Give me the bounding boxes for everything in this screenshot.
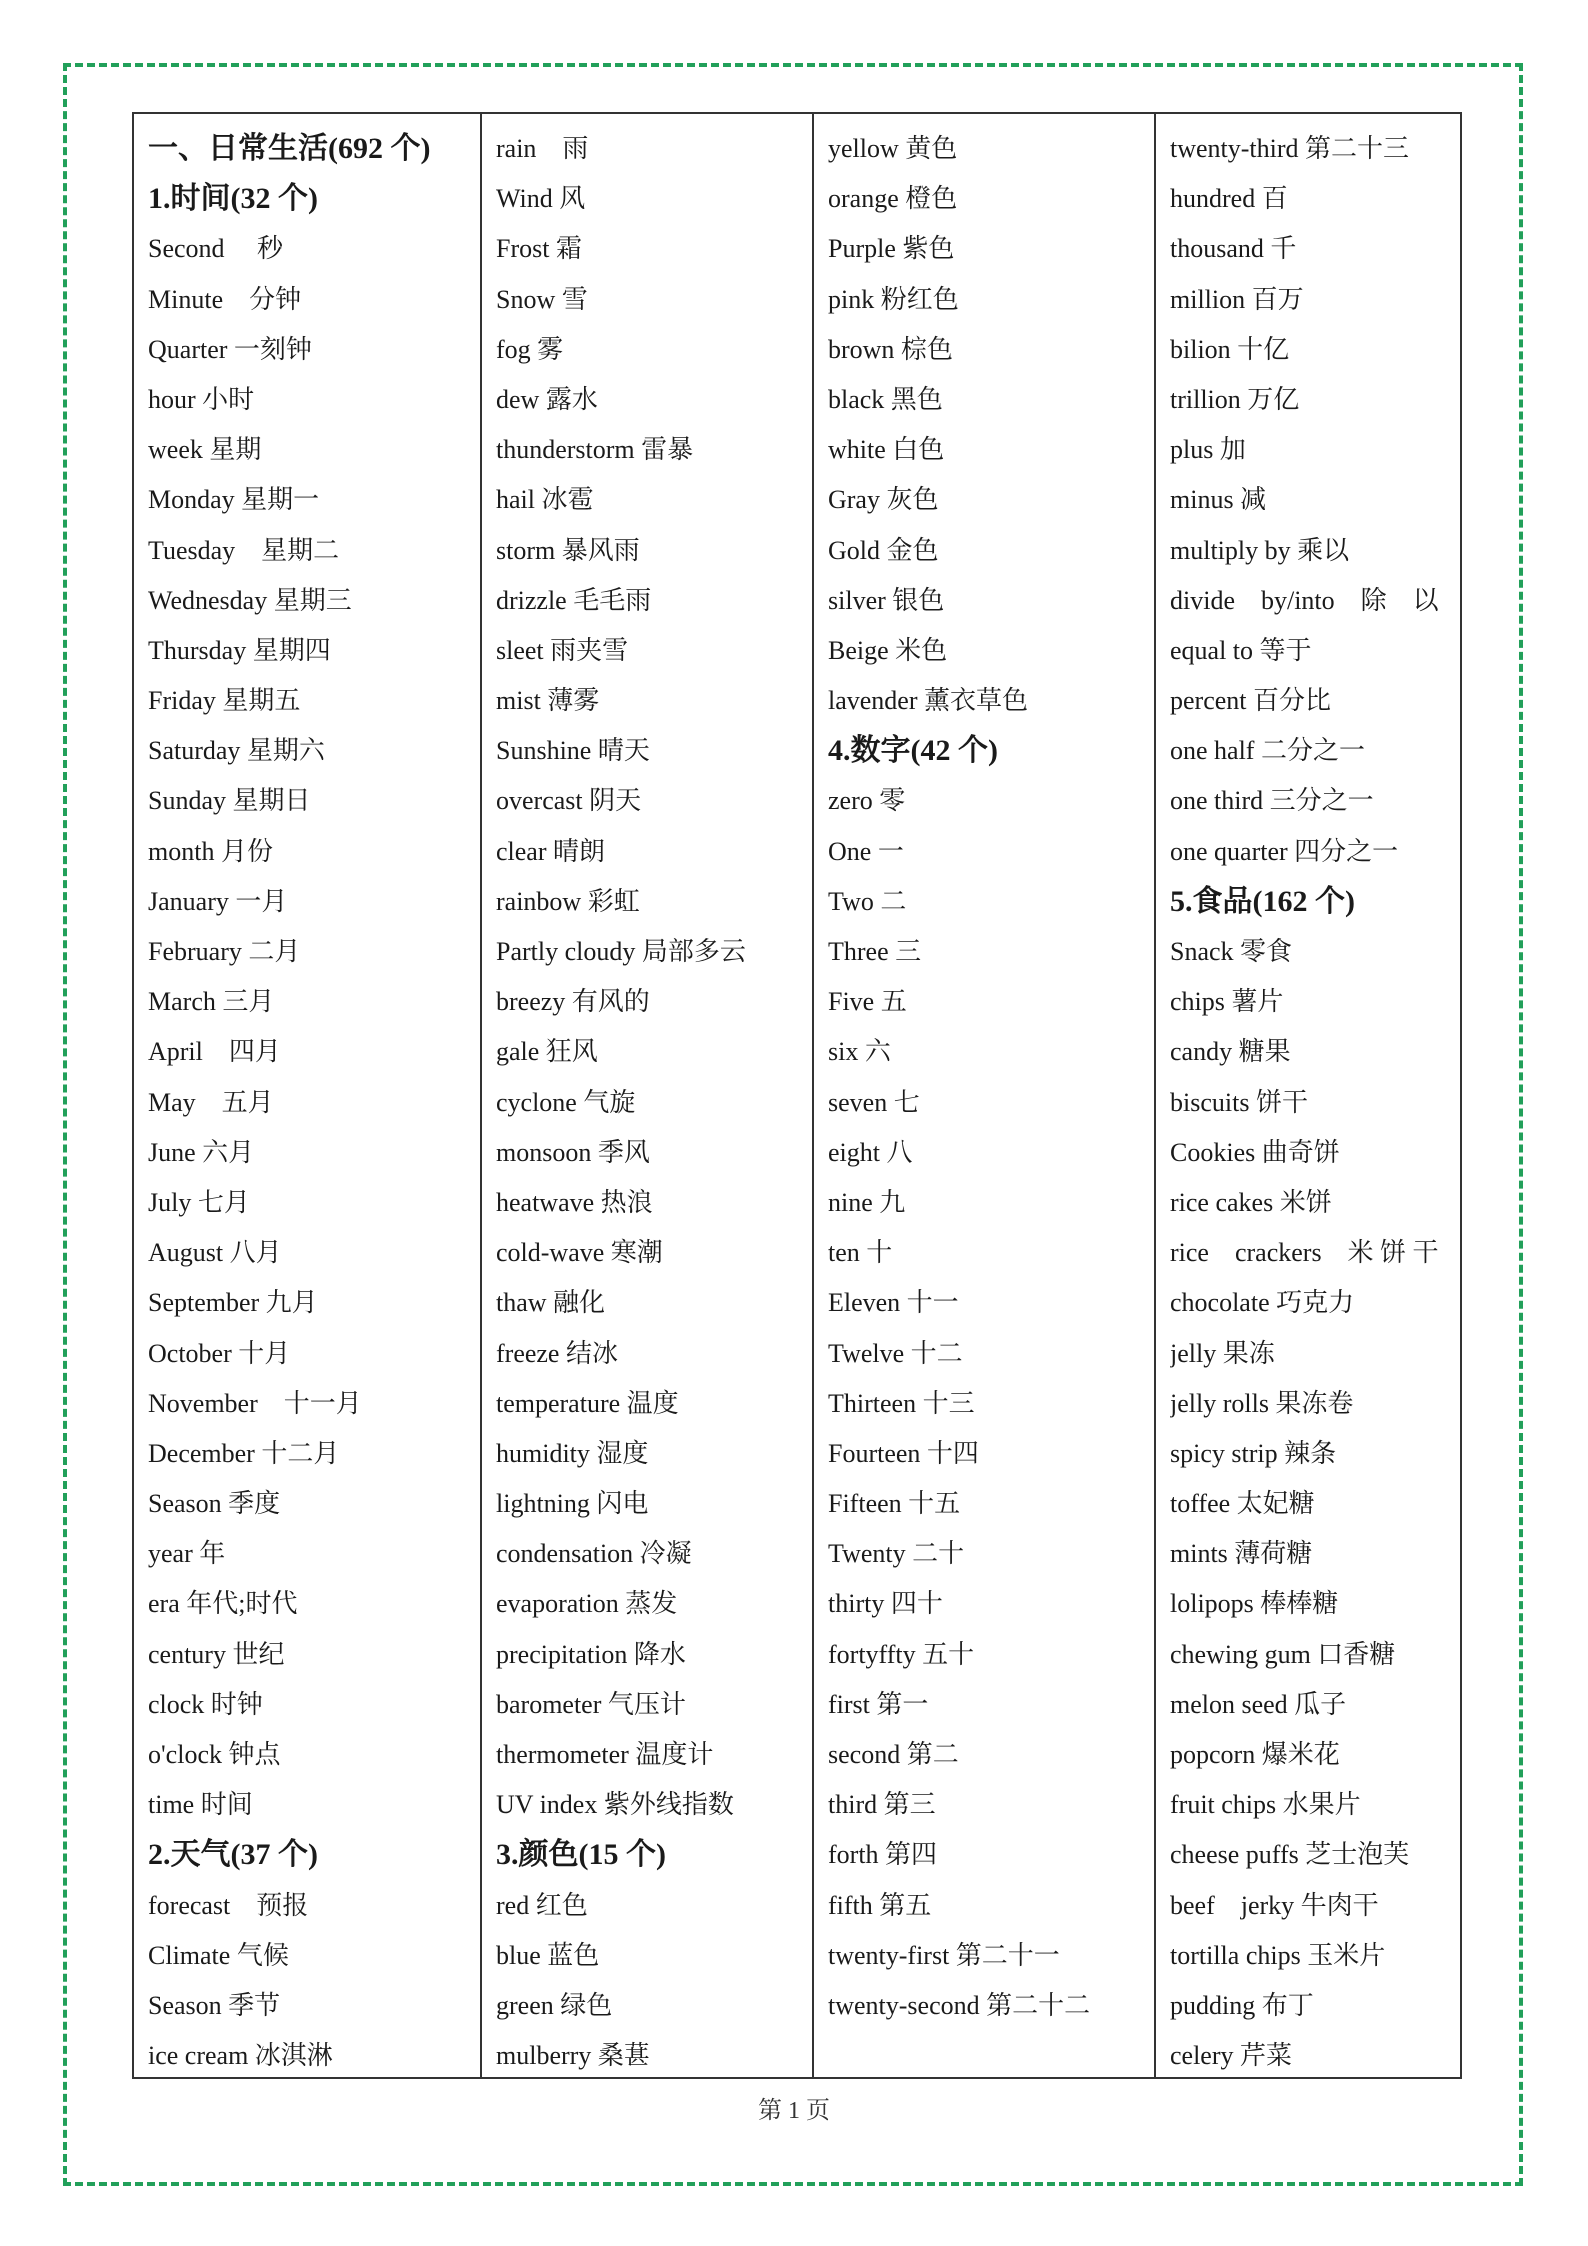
vocab-entry: twenty-third 第二十三 <box>1170 134 1410 163</box>
vocab-entry: Gold 金色 <box>828 535 939 565</box>
vocab-entry: clock 时钟 <box>148 1689 263 1719</box>
vocab-entry: rain 雨 <box>496 134 589 163</box>
column-1 <box>134 114 482 2077</box>
vocab-entry: equal to 等于 <box>1170 635 1312 665</box>
vocab-entry: Twenty 二十 <box>828 1539 965 1569</box>
vocab-entry: June 六月 <box>148 1137 255 1167</box>
vocab-entry: multiply by 乘以 <box>1170 535 1350 565</box>
vocab-entry: melon seed 瓜子 <box>1170 1689 1347 1719</box>
vocab-entry: Second 秒 <box>148 234 284 264</box>
vocab-entry: mist 薄雾 <box>496 686 600 716</box>
vocab-entry: hundred 百 <box>1170 184 1288 214</box>
vocab-entry: Snack 零食 <box>1170 937 1293 966</box>
vocab-entry: trillion 万亿 <box>1170 384 1300 414</box>
vocab-entry: humidity 湿度 <box>496 1438 649 1468</box>
vocab-entry: candy 糖果 <box>1170 1037 1291 1067</box>
column-4 <box>1156 114 1460 2077</box>
vocab-entry: Thursday 星期四 <box>148 635 331 665</box>
vocab-entry: Purple 紫色 <box>828 234 955 264</box>
vocab-entry: temperature 温度 <box>496 1388 679 1418</box>
vocab-entry: one third 三分之一 <box>1170 786 1374 816</box>
vocab-entry: pudding 布丁 <box>1170 1990 1314 2020</box>
vocab-entry: One 一 <box>828 836 904 866</box>
vocab-entry: October 十月 <box>148 1338 291 1368</box>
vocab-entry: thousand 千 <box>1170 234 1297 264</box>
vocab-entry: Fourteen 十四 <box>828 1438 979 1468</box>
vocab-entry: Season 季度 <box>148 1489 281 1519</box>
vocab-entry: Five 五 <box>828 987 907 1017</box>
column-3 <box>814 114 1156 2077</box>
vocab-entry: chewing gum 口香糖 <box>1170 1639 1396 1669</box>
vocab-entry: Tuesday 星期二 <box>148 535 340 565</box>
vocab-entry: Season 季节 <box>148 1990 281 2020</box>
vocab-entry: Beige 米色 <box>828 635 948 665</box>
vocab-entry: Saturday 星期六 <box>148 736 325 766</box>
vocab-entry: monsoon 季风 <box>496 1137 650 1167</box>
vocab-entry: February 二月 <box>148 937 301 966</box>
vocab-entry: Snow 雪 <box>496 284 588 314</box>
vocab-entry: chocolate 巧克力 <box>1170 1288 1355 1318</box>
vocab-entry: thermometer 温度计 <box>496 1740 714 1769</box>
vocab-entry: cold-wave 寒潮 <box>496 1238 663 1268</box>
vocab-entry: Eleven 十一 <box>828 1288 959 1318</box>
vocab-entry: month 月份 <box>148 836 273 866</box>
vocab-entry: Three 三 <box>828 937 922 966</box>
vocab-entry: breezy 有风的 <box>496 987 650 1017</box>
vocab-entry: o'clock 钟点 <box>148 1740 281 1769</box>
vocab-entry: lavender 薰衣草色 <box>828 686 1029 716</box>
vocab-entry: cheese puffs 芝士泡芙 <box>1170 1840 1410 1870</box>
vocab-entry: Minute 分钟 <box>148 284 302 314</box>
vocab-entry: Thirteen 十三 <box>828 1388 975 1418</box>
vocab-entry: pink 粉红色 <box>828 284 959 314</box>
vocab-entry: blue 蓝色 <box>496 1940 600 1970</box>
vocab-entry: barometer 气压计 <box>496 1689 686 1719</box>
vocab-entry: sleet 雨夹雪 <box>496 635 629 665</box>
vocab-entry: rainbow 彩虹 <box>496 886 640 916</box>
vocab-entry: jelly 果冻 <box>1170 1338 1275 1368</box>
vocab-entry: yellow 黄色 <box>828 134 958 163</box>
vocab-entry: precipitation 降水 <box>496 1639 686 1669</box>
vocabulary-table <box>132 112 1462 2079</box>
vocab-entry: Friday 星期五 <box>148 686 301 716</box>
vocab-entry: April 四月 <box>148 1037 281 1067</box>
vocab-entry: era 年代;时代 <box>148 1589 298 1619</box>
vocab-entry: Quarter 一刻钟 <box>148 334 312 364</box>
vocab-entry: tortilla chips 玉米片 <box>1170 1940 1386 1970</box>
vocab-entry: nine 九 <box>828 1187 906 1217</box>
vocab-entry: red 红色 <box>496 1890 588 1920</box>
vocab-entry: divide by/into 除 以 <box>1170 585 1439 615</box>
vocab-entry: Fifteen 十五 <box>828 1489 961 1519</box>
vocab-entry: spicy strip 辣条 <box>1170 1438 1337 1468</box>
vocab-entry: black 黑色 <box>828 384 943 414</box>
vocab-entry: January 一月 <box>148 886 288 916</box>
vocab-entry: September 九月 <box>148 1288 318 1318</box>
vocab-entry: zero 零 <box>828 786 906 816</box>
vocab-entry: Two 二 <box>828 886 907 916</box>
vocab-entry: second 第二 <box>828 1740 959 1769</box>
vocab-entry: fog 雾 <box>496 334 564 364</box>
vocab-entry: lightning 闪电 <box>496 1489 649 1519</box>
vocab-entry: August 八月 <box>148 1238 282 1268</box>
vocab-entry: Sunshine 晴天 <box>496 736 650 766</box>
vocab-entry: green 绿色 <box>496 1990 613 2020</box>
vocab-entry: mints 薄荷糖 <box>1170 1539 1313 1569</box>
vocab-entry: bilion 十亿 <box>1170 334 1290 364</box>
vocab-entry: forth 第四 <box>828 1840 938 1870</box>
vocab-entry: biscuits 饼干 <box>1170 1087 1308 1117</box>
vocab-entry: Twelve 十二 <box>828 1338 963 1368</box>
section-heading: 2.天气(37 个) <box>148 1838 318 1872</box>
vocab-entry: Wednesday 星期三 <box>148 585 352 615</box>
vocab-entry: year 年 <box>148 1539 226 1569</box>
vocab-entry: Sunday 星期日 <box>148 786 311 816</box>
vocab-entry: evaporation 蒸发 <box>496 1589 678 1619</box>
vocab-entry: fortyffty 五十 <box>828 1639 975 1669</box>
section-heading: 4.数字(42 个) <box>828 734 998 768</box>
vocab-entry: celery 芹菜 <box>1170 2041 1293 2071</box>
vocab-entry: jelly rolls 果冻卷 <box>1170 1388 1354 1418</box>
column-2 <box>482 114 814 2077</box>
vocab-entry: gale 狂风 <box>496 1037 598 1067</box>
section-heading: 3.颜色(15 个) <box>496 1838 666 1872</box>
vocab-entry: clear 晴朗 <box>496 836 606 866</box>
vocab-entry: hail 冰雹 <box>496 485 594 515</box>
vocab-entry: May 五月 <box>148 1087 274 1117</box>
vocab-entry: overcast 阴天 <box>496 786 642 816</box>
vocab-entry: December 十二月 <box>148 1438 340 1468</box>
vocab-entry: hour 小时 <box>148 384 255 414</box>
vocab-entry: brown 棕色 <box>828 334 953 364</box>
vocab-entry: toffee 太妃糖 <box>1170 1489 1315 1519</box>
vocab-entry: first 第一 <box>828 1689 929 1719</box>
vocab-entry: ice cream 冰淇淋 <box>148 2041 333 2071</box>
vocab-entry: percent 百分比 <box>1170 686 1332 716</box>
vocab-entry: plus 加 <box>1170 435 1246 465</box>
page-number: 第 1 页 <box>758 2098 830 2124</box>
vocab-entry: six 六 <box>828 1037 891 1067</box>
vocab-entry: one quarter 四分之一 <box>1170 836 1399 866</box>
vocab-entry: storm 暴风雨 <box>496 535 640 565</box>
vocab-entry: Cookies 曲奇饼 <box>1170 1137 1340 1167</box>
vocab-entry: Wind 风 <box>496 184 586 214</box>
vocab-entry: minus 减 <box>1170 485 1267 515</box>
vocab-entry: thaw 融化 <box>496 1288 606 1318</box>
vocab-entry: beef jerky 牛肉干 <box>1170 1890 1379 1920</box>
vocab-entry: twenty-first 第二十一 <box>828 1940 1060 1970</box>
vocab-entry: third 第三 <box>828 1790 936 1820</box>
vocab-entry: silver 银色 <box>828 585 945 615</box>
vocab-entry: freeze 结冰 <box>496 1338 618 1368</box>
vocab-entry: seven 七 <box>828 1087 920 1117</box>
vocab-entry: heatwave 热浪 <box>496 1187 653 1217</box>
vocab-entry: November 十一月 <box>148 1388 362 1418</box>
vocab-entry: rice cakes 米饼 <box>1170 1187 1332 1217</box>
vocab-entry: UV index 紫外线指数 <box>496 1790 734 1820</box>
vocab-entry: eight 八 <box>828 1137 913 1167</box>
vocab-entry: lolipops 棒棒糖 <box>1170 1589 1339 1619</box>
vocab-entry: March 三月 <box>148 987 275 1017</box>
vocab-entry: cyclone 气旋 <box>496 1087 636 1117</box>
vocab-entry: thunderstorm 雷暴 <box>496 435 694 465</box>
vocab-entry: white 白色 <box>828 435 945 465</box>
vocab-entry: twenty-second 第二十二 <box>828 1990 1091 2020</box>
vocab-entry: million 百万 <box>1170 284 1304 314</box>
vocab-entry: drizzle 毛毛雨 <box>496 585 652 615</box>
vocab-entry: time 时间 <box>148 1790 253 1820</box>
vocab-entry: July 七月 <box>148 1187 250 1217</box>
vocab-entry: popcorn 爆米花 <box>1170 1740 1340 1769</box>
vocab-entry: forecast 预报 <box>148 1890 309 1920</box>
section-heading: 1.时间(32 个) <box>148 182 318 216</box>
section-heading: 5.食品(162 个) <box>1170 884 1355 918</box>
vocab-entry: mulberry 桑葚 <box>496 2041 650 2071</box>
vocab-entry: condensation 冷凝 <box>496 1539 692 1569</box>
vocab-entry: dew 露水 <box>496 384 598 414</box>
vocab-entry: rice crackers 米 饼 干 <box>1170 1238 1439 1268</box>
vocab-entry: fruit chips 水果片 <box>1170 1790 1361 1820</box>
vocab-entry: century 世纪 <box>148 1639 285 1669</box>
vocab-entry: Monday 星期一 <box>148 485 320 515</box>
vocab-entry: thirty 四十 <box>828 1589 943 1619</box>
section-heading: 一、日常生活(692 个) <box>148 132 431 165</box>
vocab-entry: Frost 霜 <box>496 234 582 264</box>
vocab-entry: Partly cloudy 局部多云 <box>496 937 746 966</box>
vocab-entry: one half 二分之一 <box>1170 736 1365 766</box>
vocab-entry: fifth 第五 <box>828 1890 932 1920</box>
vocab-entry: chips 薯片 <box>1170 987 1284 1017</box>
vocab-entry: week 星期 <box>148 435 262 465</box>
vocab-entry: ten 十 <box>828 1238 893 1268</box>
vocab-entry: Gray 灰色 <box>828 485 939 515</box>
vocab-entry: Climate 气候 <box>148 1940 289 1970</box>
vocab-entry: orange 橙色 <box>828 184 958 214</box>
